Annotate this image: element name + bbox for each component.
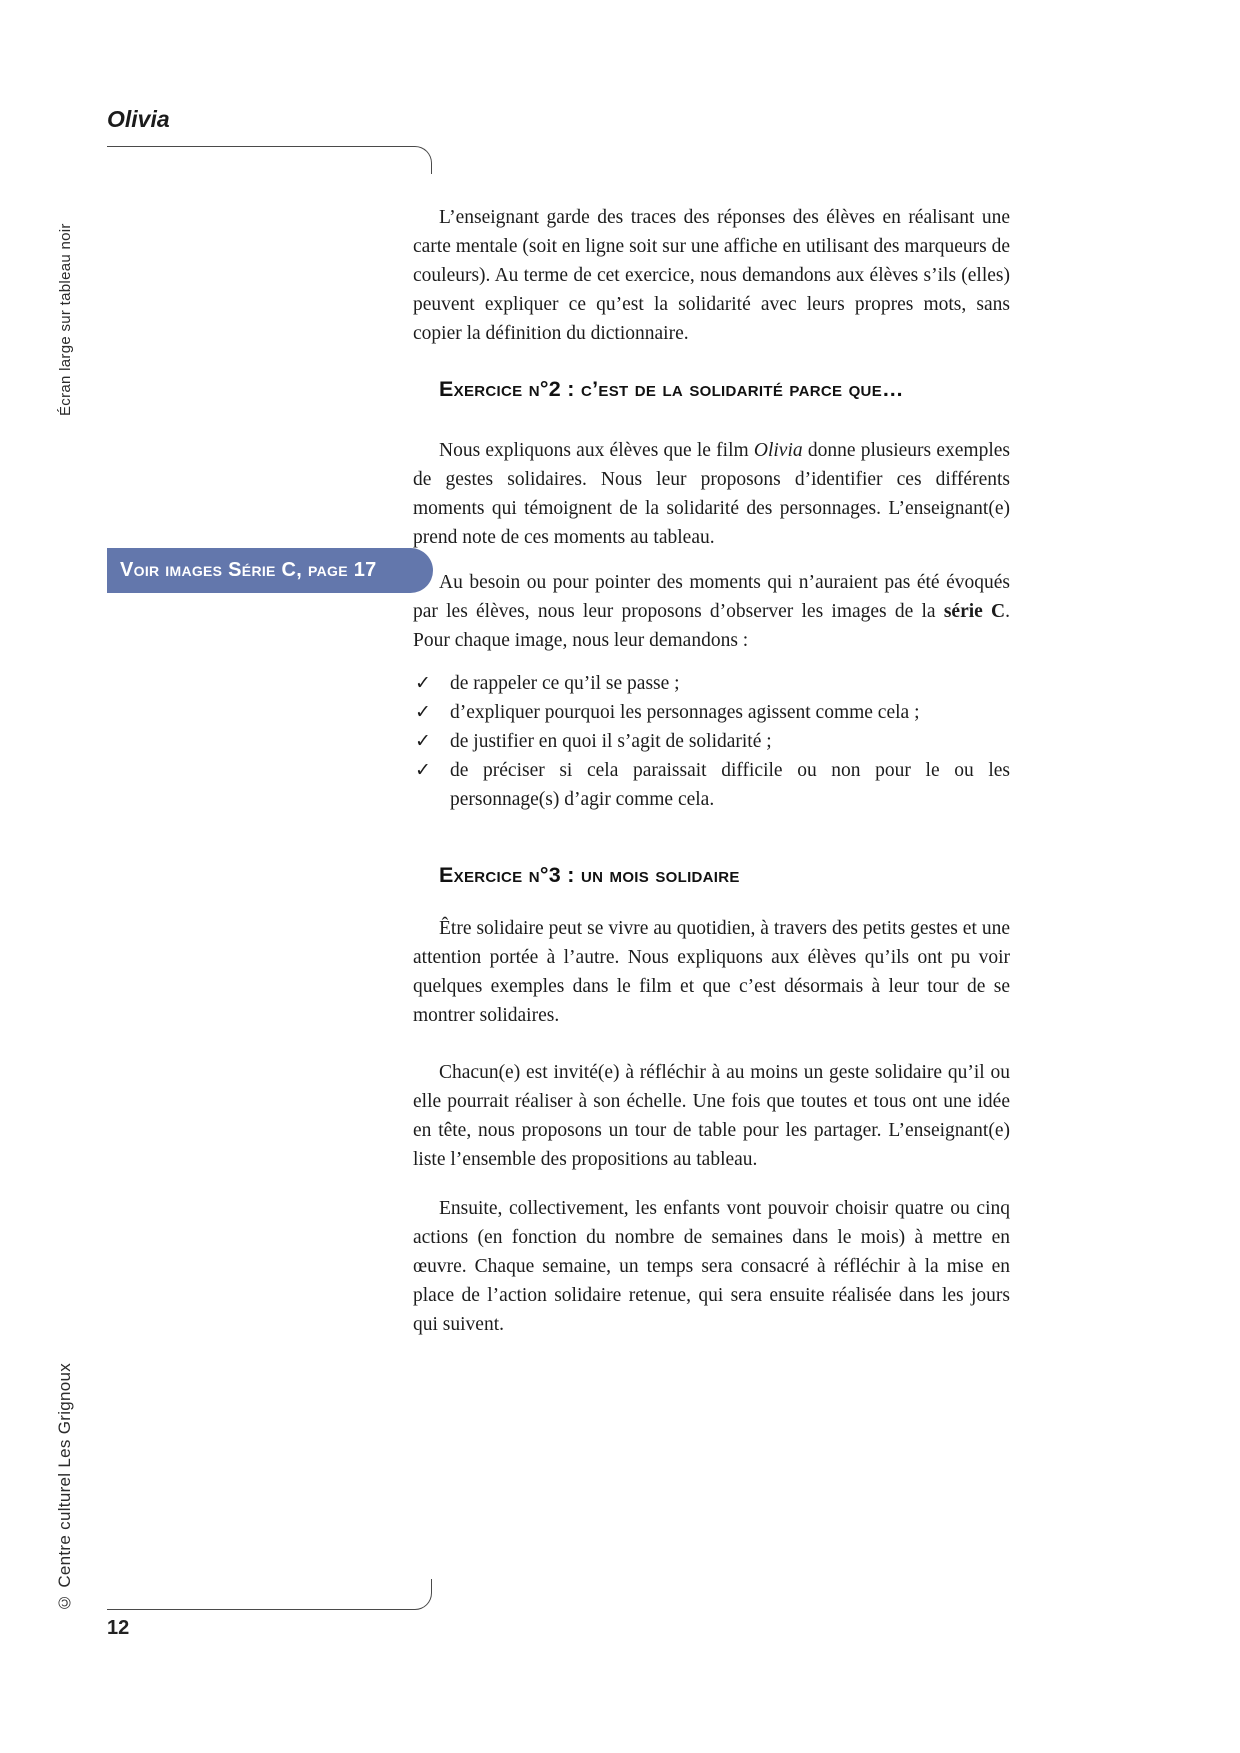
- list-item: [413, 727, 1010, 756]
- see-images-series-label: [107, 548, 433, 593]
- checkmark-icon: ✓: [415, 759, 431, 781]
- main-text-column: [413, 203, 1010, 1339]
- checkmark-icon: ✓: [415, 672, 431, 694]
- page-number: 12: [107, 1617, 130, 1639]
- checkmark-icon: ✓: [415, 701, 431, 723]
- paragraph-exercise-2: [413, 436, 1010, 552]
- paragraph-ensuite-collectivement: Ensuite, collectivement, les enfants vont pouvoir choisir quatre ou cinq actions (en fonction du nombre de semaines dans le mois) à mettre en œuvre. Chaque semaine, un temps sera consacré à réfléchir à la mise en place de l’action solidaire retenue, qui sera ensuite réalisée dans les jours qui suivent.: [413, 1198, 1010, 1335]
- paragraph-intro: L’enseignant garde des traces des réponses des élèves en réalisant une carte mentale (soit en ligne soit sur une affiche en utilisant des marqueurs de couleurs). Au terme de cet exercice, nous demandons aux élèves s’ils (elles) peuvent expliquer ce qu’est la solidarité avec leurs propres mots, sans copier la définition du dictionnaire.: [413, 207, 1010, 344]
- paragraph-chacun-invite: Chacun(e) est invité(e) à réfléchir à au moins un geste solidaire qu’il ou elle pourrait réaliser à son échelle. Une fois que toutes et tous ont une idée en tête, nous proposons un tour de table pour les partager. L’enseignant(e) liste l’ensemble des propositions au tableau.: [413, 1062, 1010, 1170]
- list-item-text: de rappeler ce qu’il se passe ;: [450, 673, 680, 694]
- paragraph-series-c: [413, 568, 1010, 655]
- page-title: Olivia: [107, 106, 170, 132]
- list-item: [413, 669, 1010, 698]
- bottom-bracket-rule: [107, 1579, 432, 1610]
- list-item: [413, 756, 1010, 814]
- checkmark-icon: ✓: [415, 730, 431, 752]
- paragraph-text: Nous expliquons aux élèves que le film: [439, 440, 754, 461]
- series-c-bold: série C: [943, 601, 1006, 622]
- paragraph-solidaire-quotidien: Être solidaire peut se vivre au quotidien, à travers des petits gestes et une attention portée à l’autre. Nous expliquons aux élèves qu’ils ont pu voir quelques exemples dans le film et que c’est désormais à leur tour de se montrer solidaires.: [413, 918, 1010, 1026]
- exercise-2-heading: Exercice n°2 : c’est de la solidarité parce que…: [439, 377, 904, 401]
- paragraph-text: donne plusieurs exemples de gestes solidaires. Nous leur proposons d’identifier ces différents moments qui témoignent de la solidarité des personnages. L’enseignant(e) prend note de ces moments au tableau.: [413, 440, 1010, 548]
- exercise-3-heading: Exercice n°3 : un mois solidaire: [439, 863, 740, 887]
- paragraph-text: Au besoin ou pour pointer des moments qui n’auraient pas été évoqués par les élèves, nous leur proposons d’observer les images de la: [413, 572, 1010, 622]
- collection-sidebar-text: Écran large sur tableau noir: [57, 223, 74, 416]
- film-title-italic: Olivia: [753, 440, 803, 461]
- top-bracket-rule: [107, 146, 432, 174]
- paragraph-text: . Pour chaque image, nous leur demandons :: [413, 601, 1010, 651]
- list-item-text: d’expliquer pourquoi les personnages agissent comme cela ;: [450, 702, 920, 723]
- check-list: [413, 669, 1010, 814]
- list-item-text: de justifier en quoi il s’agit de solidarité ;: [450, 731, 772, 752]
- list-item: [413, 698, 1010, 727]
- copyright-sidebar-text: © Centre culturel Les Grignoux: [55, 1362, 74, 1612]
- list-item-text: de préciser si cela paraissait difficile ou non pour le ou les personnage(s) d’agir comme cela.: [450, 760, 1010, 810]
- see-images-series-label-text: Voir images Série C, page 17: [120, 559, 377, 581]
